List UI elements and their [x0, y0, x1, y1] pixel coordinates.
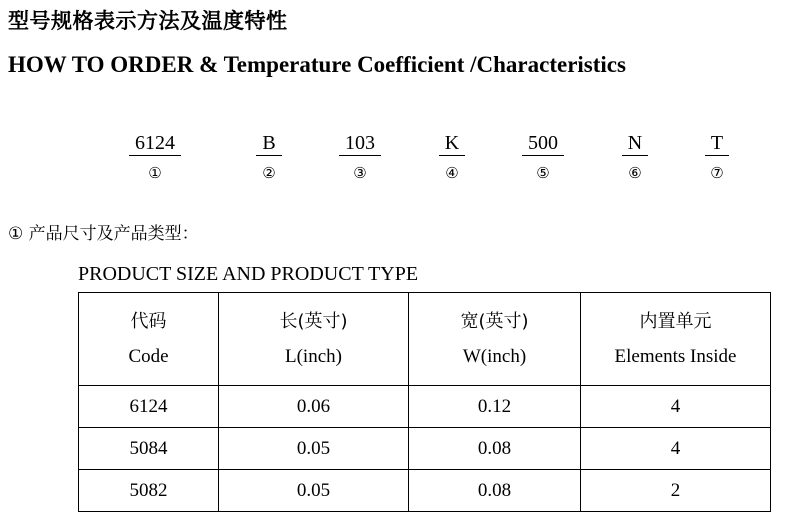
cell-width: 0.08	[409, 428, 581, 470]
part-number-marker-7: ⑦	[710, 164, 724, 182]
part-number-code-row	[120, 132, 760, 202]
part-number-marker-5: ⑤	[536, 164, 550, 182]
part-number-segment-7	[682, 132, 752, 182]
part-number-value-2: B	[256, 132, 281, 156]
table-header-length-en: L(inch)	[285, 346, 342, 367]
part-number-value-5: 500	[522, 132, 564, 156]
part-number-value-3: 103	[339, 132, 381, 156]
part-number-value-1: 6124	[129, 132, 181, 156]
part-number-value-7: T	[705, 132, 729, 156]
part-number-marker-2: ②	[262, 164, 276, 182]
product-size-table	[78, 292, 771, 512]
cell-width: 0.12	[409, 386, 581, 428]
table-header-code-en: Code	[128, 346, 169, 367]
part-number-segment-5	[508, 132, 578, 182]
cell-width: 0.08	[409, 470, 581, 512]
section-subtitle: PRODUCT SIZE AND PRODUCT TYPE	[78, 263, 419, 285]
part-number-marker-6: ⑥	[628, 164, 642, 182]
page-title-english: HOW TO ORDER & Temperature Coefficient /Characteristics	[8, 52, 626, 77]
cell-length: 0.05	[219, 470, 409, 512]
cell-code: 5084	[79, 428, 219, 470]
part-number-marker-1: ①	[148, 164, 162, 182]
table-header-length	[219, 293, 409, 386]
table-header-row	[79, 293, 771, 386]
cell-elements: 4	[581, 428, 771, 470]
cell-elements: 4	[581, 386, 771, 428]
cell-elements: 2	[581, 470, 771, 512]
table-row	[79, 470, 771, 512]
part-number-segment-2	[234, 132, 304, 182]
table-header-elements-en: Elements Inside	[614, 346, 737, 367]
table-row	[79, 428, 771, 470]
table-header-elements	[581, 293, 771, 386]
cell-length: 0.06	[219, 386, 409, 428]
part-number-value-4: K	[439, 132, 465, 156]
table-row	[79, 386, 771, 428]
table-header-code-cn: 代码	[130, 311, 167, 332]
table-header-width	[409, 293, 581, 386]
table-header-width-en: W(inch)	[462, 346, 527, 367]
part-number-segment-1	[120, 132, 190, 182]
table-header-code	[79, 293, 219, 386]
section-label: ① 产品尺寸及产品类型：	[8, 224, 199, 244]
part-number-value-6: N	[622, 132, 648, 156]
table-header-elements-cn: 内置单元	[639, 311, 712, 332]
table-header-width-cn: 宽(英寸)	[460, 311, 529, 332]
cell-length: 0.05	[219, 428, 409, 470]
table-header-length-cn: 长(英寸)	[279, 311, 348, 332]
part-number-segment-6	[600, 132, 670, 182]
page-title-chinese: 型号规格表示方法及温度特性	[8, 9, 288, 33]
part-number-segment-3	[325, 132, 395, 182]
cell-code: 6124	[79, 386, 219, 428]
part-number-marker-4: ④	[445, 164, 459, 182]
part-number-marker-3: ③	[353, 164, 367, 182]
part-number-segment-4	[417, 132, 487, 182]
cell-code: 5082	[79, 470, 219, 512]
